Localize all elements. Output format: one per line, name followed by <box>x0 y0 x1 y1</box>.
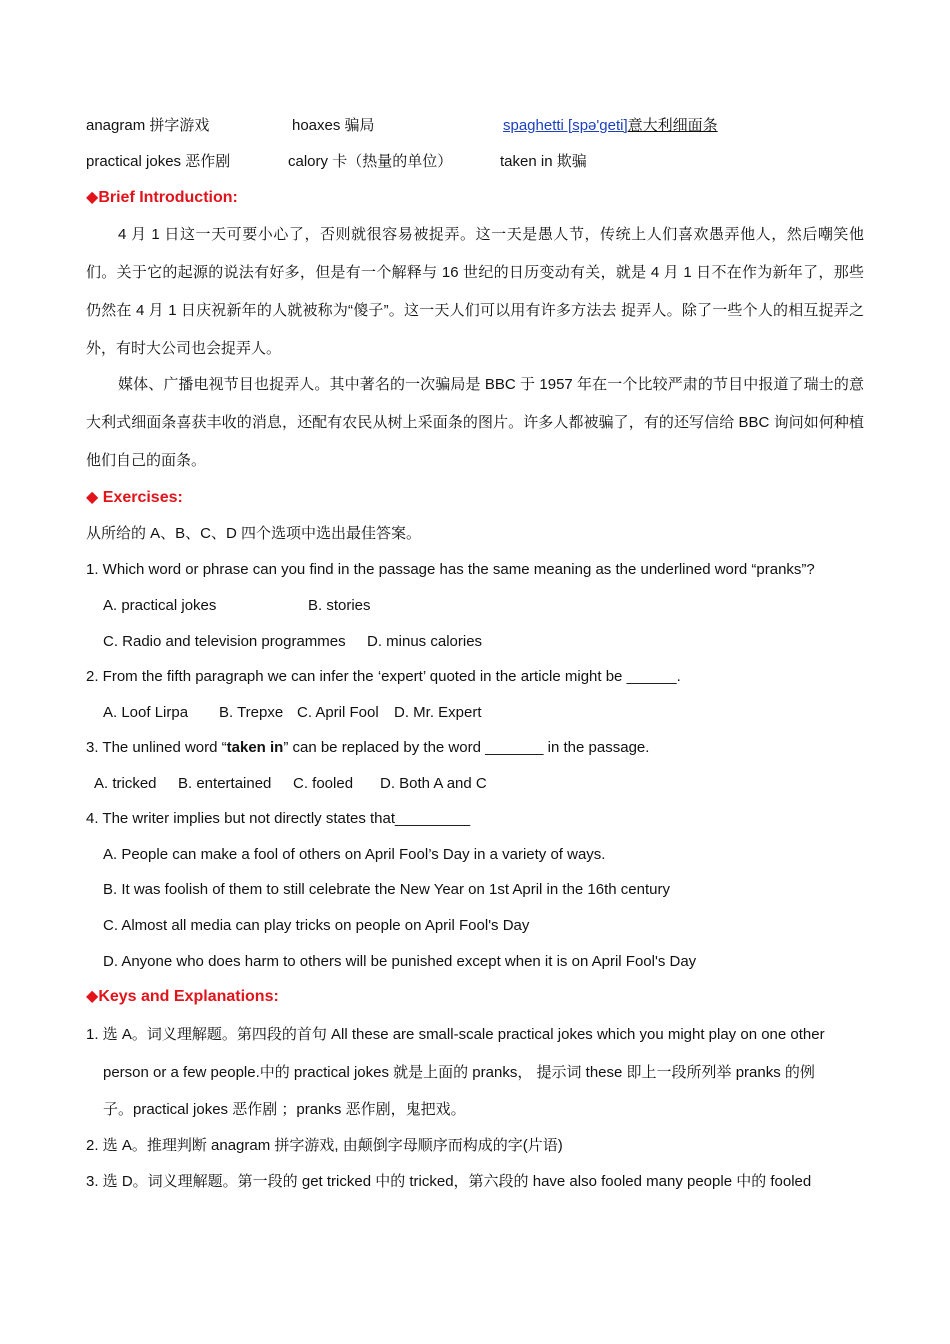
key-1-line-3: 子。practical jokes 恶作剧 ；pranks 恶作剧，鬼把戏。 <box>103 1101 466 1118</box>
vocab-entry: hoaxes 骗局 <box>292 117 375 134</box>
option-b[interactable]: B. stories <box>308 597 371 614</box>
option-b[interactable]: B. Trepxe <box>219 704 284 721</box>
option-d[interactable]: D. minus calories <box>367 633 483 650</box>
intro-paragraph-2: 媒体、广播电视节目也捉弄人。其中著名的一次骗局是 BBC 于 1957 年在一个比较严肃的节目中报道了瑞士的意大利式细面条喜获丰收的消息，还配有农民从树上采面条的图片。许多人都被骗了，有的还写信给 BBC 询问如何种植他们自己的面条。 <box>86 376 864 469</box>
option-d[interactable]: D. Both A and C <box>380 775 487 792</box>
option-a[interactable]: A. practical jokes <box>103 597 217 614</box>
key-3: 3. 选 D。词义理解题。第一段的 get tricked 中的 tricked，第六段的 have also fooled many people 中的 fooled <box>86 1173 812 1190</box>
option-b[interactable]: B. It was foolish of them to still celebrate the New Year on 1st April in the 16th century <box>103 881 670 898</box>
underlined-phrase: taken in <box>226 739 284 756</box>
vocab-entry: taken in 欺骗 <box>500 153 587 170</box>
question-4: 4. The writer implies but not directly states that_________ <box>86 810 471 827</box>
option-c[interactable]: C. April Fool <box>297 704 379 721</box>
key-2: 2. 选 A。推理判断 anagram 拼字游戏, 由颠倒字母顺序而构成的字(片语) <box>86 1137 563 1154</box>
brief-introduction-heading: ◆Brief Introduction: <box>86 189 238 206</box>
option-a[interactable]: A. Loof Lirpa <box>103 704 189 721</box>
option-a[interactable]: A. People can make a fool of others on April Fool’s Day in a variety of ways. <box>103 846 606 863</box>
diamond-bullet-icon: ◆ <box>86 489 99 506</box>
option-a[interactable]: A. tricked <box>94 775 157 792</box>
option-c[interactable]: C. fooled <box>293 775 354 792</box>
vocab-entry: calory 卡（热量的单位） <box>288 153 453 170</box>
diamond-bullet-icon: ◆ <box>86 988 99 1005</box>
exercise-instruction: 从所给的 A、B、C、D 四个选项中选出最佳答案。 <box>86 525 422 542</box>
option-d[interactable]: D. Anyone who does harm to others will be punished except when it is on April Fool's Day <box>103 953 697 970</box>
intro-paragraph-1: 4 月 1 日这一天可要小心了，否则就很容易被捉弄。这一天是愚人节，传统上人们喜欢愚弄他人，然后嘲笑他们。关于它的起源的说法有好多，但是有一个解释与 16 世纪的日历变动有关，就是 4 月 1 日不在作为新年了，那些仍然在 4 月 1 日庆祝新年的人就被称为“傻子”。这一天人们可以用有许多方法去 捉弄人。除了一些个人的相互捉弄之外，有时大公司也会捉弄人。 <box>86 226 864 357</box>
question-1: 1. Which word or phrase can you find in the passage has the same meaning as the underlined word “pranks”? <box>86 561 815 578</box>
question-2: 2. From the fifth paragraph we can infer the ‘expert’ quoted in the article might be ______. <box>86 668 681 685</box>
vocab-entry: practical jokes 恶作剧 <box>86 153 231 170</box>
question-3: 3. The unlined word “taken in” can be replaced by the word _______ in the passage. <box>86 739 650 756</box>
option-c[interactable]: C. Almost all media can play tricks on people on April Fool's Day <box>103 917 530 934</box>
spaghetti-link[interactable]: spaghetti [spə'geti]意大利细面条 <box>503 117 718 134</box>
key-1-line-2: person or a few people.中的 practical jokes 就是上面的 pranks， 提示词 these 即上一段所列举 pranks 的例 <box>103 1064 815 1081</box>
exercises-heading: ◆ Exercises: <box>86 489 183 506</box>
keys-heading: ◆Keys and Explanations: <box>86 988 279 1005</box>
key-1-line-1: 1. 选 A。词义理解题。第四段的首句 All these are small-scale practical jokes which you might play on one other <box>86 1026 825 1043</box>
diamond-bullet-icon: ◆ <box>86 189 99 206</box>
option-b[interactable]: B. entertained <box>178 775 272 792</box>
option-c[interactable]: C. Radio and television programmes <box>103 633 346 650</box>
option-d[interactable]: D. Mr. Expert <box>394 704 482 721</box>
vocab-entry: anagram 拼字游戏 <box>86 117 210 134</box>
